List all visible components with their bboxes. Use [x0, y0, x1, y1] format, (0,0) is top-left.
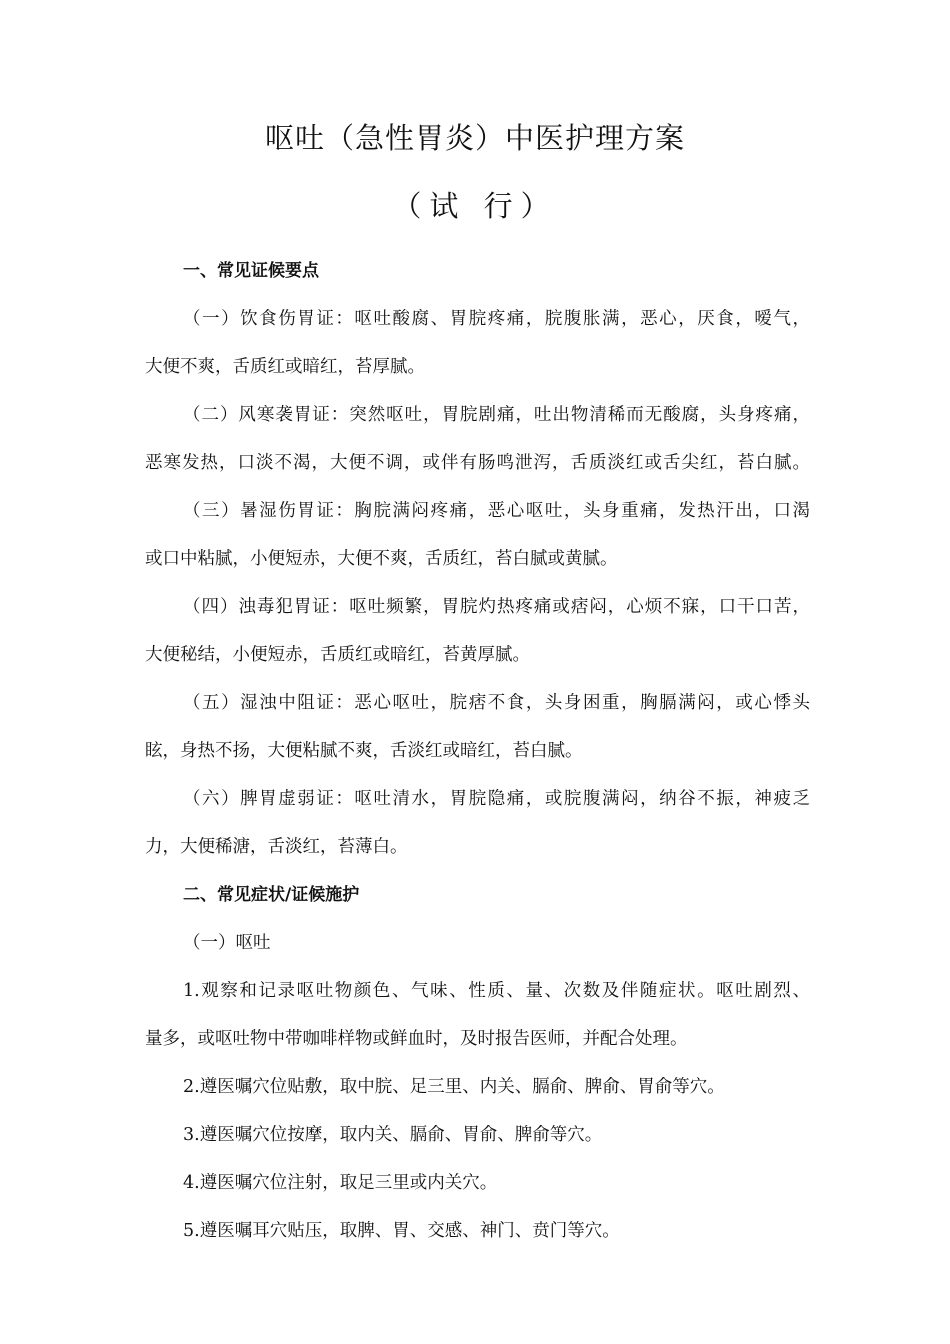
document-subtitle: （试 行）	[392, 189, 558, 223]
syndrome-1-line1: （一）饮食伤胃证：呕吐酸腐、胃脘疼痛，脘腹胀满，恶心，厌食，嗳气，	[183, 309, 810, 329]
syndrome-6-line2: 力，大便稀溏，舌淡红，苔薄白。	[145, 837, 408, 857]
section2-heading: 二、常见症状/证候施护	[183, 885, 360, 905]
care-item-4: 4.遵医嘱穴位注射，取足三里或内关穴。	[183, 1173, 498, 1193]
care-item-1-line1: 1.观察和记录呕吐物颜色、气味、性质、量、次数及伴随症状。呕吐剧烈、	[183, 981, 810, 1001]
syndrome-5-line2: 眩，身热不扬，大便粘腻不爽，舌淡红或暗红，苔白腻。	[145, 741, 583, 761]
care-item-2: 2.遵医嘱穴位贴敷，取中脘、足三里、内关、膈俞、脾俞、胃俞等穴。	[183, 1077, 725, 1097]
syndrome-5-line1: （五）湿浊中阻证：恶心呕吐，脘痞不食，头身困重，胸膈满闷，或心悸头	[183, 693, 810, 713]
document-title: 呕吐（急性胃炎）中医护理方案	[264, 121, 685, 155]
section1-heading: 一、常见证候要点	[183, 261, 319, 281]
care-item-3: 3.遵医嘱穴位按摩，取内关、膈俞、胃俞、脾俞等穴。	[183, 1125, 603, 1145]
syndrome-2-line1: （二）风寒袭胃证：突然呕吐，胃脘剧痛，吐出物清稀而无酸腐，头身疼痛，	[183, 405, 810, 425]
care-item-5: 5.遵医嘱耳穴贴压，取脾、胃、交感、神门、贲门等穴。	[183, 1221, 620, 1241]
syndrome-4-line1: （四）浊毒犯胃证：呕吐频繁，胃脘灼热疼痛或痞闷，心烦不寐，口干口苦，	[183, 597, 810, 617]
syndrome-6-line1: （六）脾胃虚弱证：呕吐清水，胃脘隐痛，或脘腹满闷，纳谷不振，神疲乏	[183, 789, 810, 809]
section2-subheading: （一）呕吐	[183, 933, 271, 953]
syndrome-3-line1: （三）暑湿伤胃证：胸脘满闷疼痛，恶心呕吐，头身重痛，发热汗出，口渴	[183, 501, 810, 521]
syndrome-1-line2: 大便不爽，舌质红或暗红，苔厚腻。	[145, 357, 425, 377]
care-item-1-line2: 量多，或呕吐物中带咖啡样物或鲜血时，及时报告医师，并配合处理。	[145, 1029, 688, 1049]
syndrome-2-line2: 恶寒发热，口淡不渴，大便不调，或伴有肠鸣泄泻，舌质淡红或舌尖红，苔白腻。	[145, 453, 810, 473]
syndrome-4-line2: 大便秘结，小便短赤，舌质红或暗红，苔黄厚腻。	[145, 645, 530, 665]
syndrome-3-line2: 或口中粘腻，小便短赤，大便不爽，舌质红，苔白腻或黄腻。	[145, 549, 618, 569]
